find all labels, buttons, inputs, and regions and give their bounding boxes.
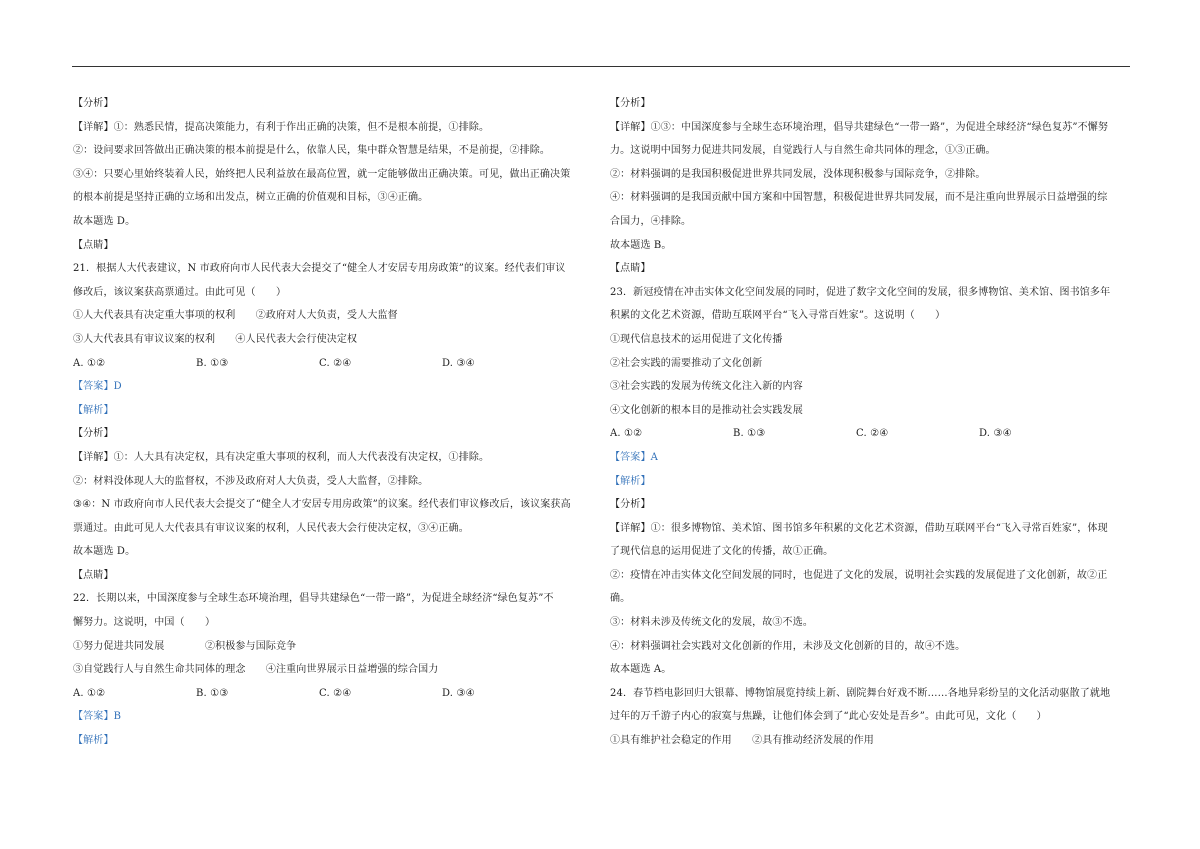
text-line: ③社会实践的发展为传统文化注入新的内容 bbox=[610, 381, 803, 393]
text-line: 故本题选 D。 bbox=[73, 546, 136, 558]
left-column bbox=[73, 92, 591, 753]
text-line: 24．春节档电影回归大银幕、博物馆展览持续上新、剧院舞台好戏不断……各地异彩纷呈的文化活动驱散了就地 bbox=[610, 687, 1111, 699]
text-line: 力。这说明中国努力促进共同发展，自觉践行人与自然生命共同体的理念，①③正确。 bbox=[610, 145, 996, 157]
text-line: ②：设问要求回答做出正确决策的根本前提是什么，依靠人民，集中群众智慧是结果，不是前提，②排除。 bbox=[73, 145, 551, 157]
text-line: 23．新冠疫情在冲击实体文化空间发展的同时，促进了数字文化空间的发展，很多博物馆、美术馆、图书馆多年 bbox=[610, 286, 1111, 298]
text-line: ④：材料强调社会实践对文化创新的作用，未涉及文化创新的目的，故④不选。 bbox=[610, 640, 966, 652]
answer-option: D. ③④ bbox=[442, 357, 475, 369]
answer-option: D. ③④ bbox=[442, 687, 475, 699]
text-line: 22．长期以来，中国深度参与全球生态环境治理，倡导共建绿色“一带一路”，为促进全球经济“绿色复苏”不 bbox=[73, 593, 554, 605]
answer-tag: 【答案】B bbox=[73, 711, 122, 723]
text-line: 过年的万千游子内心的寂寞与焦躁，让他们体会到了“此心安处是吾乡”。由此可见，文化（ ） bbox=[610, 711, 1047, 723]
right-column bbox=[610, 92, 1130, 753]
text-line: ③自觉践行人与自然生命共同体的理念 ④注重向世界展示日益增强的综合国力 bbox=[73, 664, 439, 676]
text-line: 【点睛】 bbox=[73, 569, 114, 581]
text-line: ④：材料强调的是我国贡献中国方案和中国智慧，积极促进世界共同发展，而不是注重向世界展示日益增强的综 bbox=[610, 192, 1108, 204]
text-line: ①具有维护社会稳定的作用 ②具有推动经济发展的作用 bbox=[610, 735, 874, 747]
answer-tag: 【解析】 bbox=[610, 475, 651, 487]
answer-option: B. ①③ bbox=[196, 357, 229, 369]
text-line: ①现代信息技术的运用促进了文化传播 bbox=[610, 333, 783, 345]
text-line: ③④：只要心里始终装着人民，始终把人民利益放在最高位置，就一定能够做出正确决策。可见，做出正确决策 bbox=[73, 168, 571, 180]
text-line: 【点睛】 bbox=[610, 263, 651, 275]
text-line: 合国力，④排除。 bbox=[610, 215, 692, 227]
text-line: 票通过。由此可见人大代表具有审议议案的权利，人民代表大会行使决定权，③④正确。 bbox=[73, 522, 469, 534]
text-line: 了现代信息的运用促进了文化的传播，故①正确。 bbox=[610, 546, 834, 558]
text-line: 【分析】 bbox=[610, 98, 651, 109]
text-line: ③人大代表具有审议议案的权利 ④人民代表大会行使决定权 bbox=[73, 333, 358, 345]
text-line: ③：材料未涉及传统文化的发展，故③不选。 bbox=[610, 617, 813, 629]
text-line: 【分析】 bbox=[73, 428, 114, 440]
text-line: 【分析】 bbox=[73, 98, 114, 109]
answer-option: B. ①③ bbox=[733, 428, 766, 440]
answer-option: C. ②④ bbox=[856, 428, 889, 440]
text-line: 确。 bbox=[610, 593, 631, 605]
answer-option: C. ②④ bbox=[319, 357, 352, 369]
answer-option: D. ③④ bbox=[979, 428, 1012, 440]
answer-tag: 【答案】A bbox=[610, 451, 658, 463]
text-line: 【点睛】 bbox=[73, 239, 114, 251]
text-line: 懈努力。这说明，中国（ ） bbox=[73, 617, 216, 629]
text-line: 的根本前提是坚持正确的立场和出发点，树立正确的价值观和目标，③④正确。 bbox=[73, 192, 429, 204]
text-line: 故本题选 B。 bbox=[610, 239, 672, 251]
answer-tag: 【答案】D bbox=[73, 381, 122, 393]
text-line: ①努力促进共同发展 ②积极参与国际竞争 bbox=[73, 640, 297, 652]
answer-options bbox=[73, 352, 591, 376]
text-line: 积累的文化艺术资源，借助互联网平台“飞入寻常百姓家”。这说明（ ） bbox=[610, 310, 946, 322]
answer-option: C. ②④ bbox=[319, 687, 352, 699]
text-line: 故本题选 A。 bbox=[610, 664, 672, 676]
answer-options bbox=[73, 682, 591, 706]
text-line: 【详解】①③：中国深度参与全球生态环境治理，倡导共建绿色“一带一路”，为促进全球经济“绿色复苏”不懈努 bbox=[610, 121, 1109, 133]
text-line: 【详解】①：熟悉民情，提高决策能力，有利于作出正确的决策，但不是根本前提，①排除。 bbox=[73, 121, 490, 133]
text-line: ③④：N 市政府向市人民代表大会提交了“健全人才安居专用房政策”的议案。经代表们审议修改后，该议案获高 bbox=[73, 499, 571, 511]
text-line: ②：疫情在冲击实体文化空间发展的同时，也促进了文化的发展，说明社会实践的发展促进了文化创新，故②正 bbox=[610, 569, 1108, 581]
text-line: 修改后，该议案获高票通过。由此可见（ ） bbox=[73, 286, 287, 298]
text-line: ②：材料强调的是我国积极促进世界共同发展，没体现积极参与国际竞争，②排除。 bbox=[610, 168, 986, 180]
text-line: 【详解】①：很多博物馆、美术馆、图书馆多年积累的文化艺术资源，借助互联网平台“飞入寻常百姓家”，体现 bbox=[610, 522, 1108, 534]
answer-option: A. ①② bbox=[610, 428, 643, 440]
text-line: 21．根据人大代表建议，N 市政府向市人民代表大会提交了“健全人才安居专用房政策”的议案。经代表们审议 bbox=[73, 263, 566, 275]
text-line: ②：材料没体现人大的监督权，不涉及政府对人大负责，受人大监督，②排除。 bbox=[73, 475, 429, 487]
answer-option: A. ①② bbox=[73, 357, 106, 369]
text-line: 【分析】 bbox=[610, 499, 651, 511]
text-line: 故本题选 D。 bbox=[73, 215, 136, 227]
answer-tag: 【解析】 bbox=[73, 735, 114, 747]
text-line: ①人大代表具有决定重大事项的权利 ②政府对人大负责，受人大监督 bbox=[73, 310, 398, 322]
answer-option: B. ①③ bbox=[196, 687, 229, 699]
header-rule bbox=[72, 66, 1130, 67]
answer-options bbox=[610, 422, 1130, 446]
answer-tag: 【解析】 bbox=[73, 404, 114, 416]
text-line: 【详解】①：人大具有决定权，具有决定重大事项的权利，而人大代表没有决定权，①排除。 bbox=[73, 451, 490, 463]
text-line: ②社会实践的需要推动了文化创新 bbox=[610, 357, 763, 369]
answer-option: A. ①② bbox=[73, 687, 106, 699]
text-line: ④文化创新的根本目的是推动社会实践发展 bbox=[610, 404, 803, 416]
